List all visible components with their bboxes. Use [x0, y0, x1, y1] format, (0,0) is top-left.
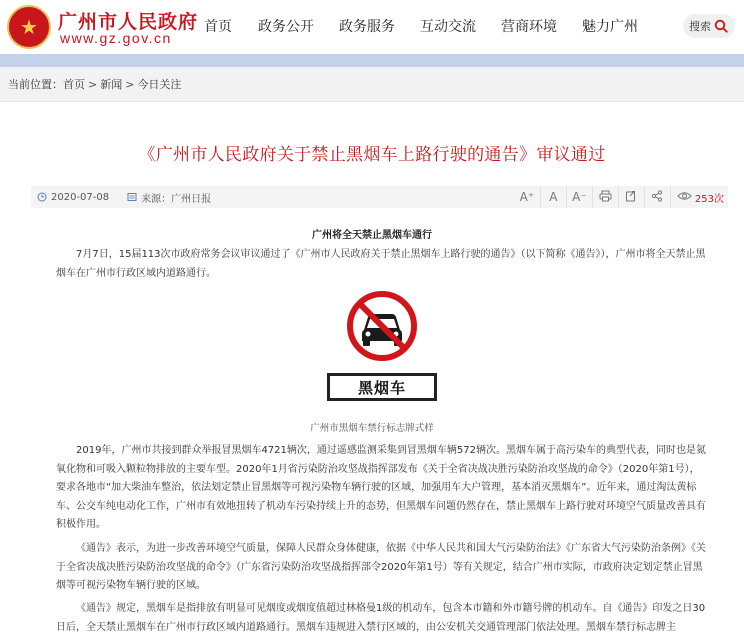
site-url[interactable]: www.gz.gov.cn [60, 30, 172, 46]
eye-icon [677, 191, 692, 204]
share-button[interactable] [644, 186, 670, 208]
breadcrumb-separator: > [125, 77, 135, 91]
font-decrease-button[interactable]: A⁻ [566, 186, 592, 208]
font-normal-button[interactable]: A [540, 186, 566, 208]
print-icon [599, 190, 612, 205]
nav-item-home[interactable]: 首页 [204, 19, 232, 35]
sign-label: 黑烟车 [327, 373, 437, 401]
breadcrumb-prefix: 当前位置： [8, 78, 63, 91]
header-band [0, 54, 744, 67]
font-increase-button[interactable]: A⁺ [519, 190, 535, 204]
site-header [0, 0, 744, 54]
breadcrumb-item-home[interactable]: 首页 [63, 78, 85, 91]
image-caption: 广州市黑烟车禁行标志牌式样 [310, 423, 434, 434]
source-name: 广州日报 [171, 193, 212, 205]
breadcrumb-item-news[interactable]: 新闻 [100, 78, 123, 91]
nav-item-charm[interactable]: 魅力广州 [582, 19, 638, 35]
star-icon: ★ [20, 15, 38, 39]
main-nav [204, 16, 652, 36]
breadcrumb-item-today[interactable]: 今日关注 [137, 78, 182, 91]
article-tools [514, 186, 728, 208]
article-date [37, 192, 109, 203]
source-icon [127, 192, 137, 202]
article-source [127, 190, 211, 205]
article-paragraph: 《通告》表示，为进一步改善环境空气质量，保障人民群众身体健康，依据《中华人民共和国大气污染防治法》《广东省大气污染防治条例》《关于全省决战决胜污染防治攻坚战的命令》（广东省污染防治攻坚战指挥部令2020年第1号）等有关规定，结合广州市实际，市政府决定划定禁止冒黑烟等可视污染物车辆行驶的区域。 [56, 543, 706, 591]
print-button[interactable] [592, 186, 618, 208]
nav-item-services[interactable]: 政务服务 [339, 19, 395, 35]
breadcrumb-separator: > [88, 77, 98, 91]
copy-icon [625, 190, 637, 205]
nav-item-interaction[interactable]: 互动交流 [420, 19, 476, 35]
emblem-icon[interactable] [7, 5, 51, 49]
view-count-text: 253次 [694, 193, 724, 205]
view-count [670, 186, 728, 208]
clock-icon [37, 192, 47, 202]
search-label: 搜索 [689, 20, 711, 33]
article-paragraph: 7月7日，15届113次市政府常务会议审议通过了《广州市人民政府关于禁止黑烟车上路行驶的通告》（以下简称《通告》），广州市将全天禁止黑烟车在广州市行政区域内道路通行。 [56, 249, 706, 279]
search-button[interactable] [683, 14, 735, 38]
no-vehicle-icon [326, 290, 438, 374]
copy-button[interactable] [618, 186, 644, 208]
article-paragraph: 《通告》规定，黑烟车是指排放有明显可见烟度或烟度值超过林格曼1级的机动车，包含本市籍和外市籍号牌的机动车。自《通告》印发之日30日后，全天禁止黑烟车在广州市行政区域内道路通行。黑烟车违规进入禁行区域的，由公安机关交通管理部门依法处理。黑烟车禁行标志牌主 [56, 603, 706, 633]
article-date-text: 2020-07-08 [51, 191, 110, 203]
search-icon [714, 19, 728, 33]
article-subtitle: 广州将全天禁止黑烟车通行 [312, 230, 432, 241]
nav-item-government-affairs[interactable]: 政务公开 [258, 19, 314, 35]
article-meta-bar [31, 186, 728, 208]
divider [0, 101, 744, 102]
article-paragraph: 2019年，广州市共接到群众举报冒黑烟车4721辆次，通过遥感监测采集到冒黑烟车辆572辆次。黑烟车属于高污染车的典型代表，同时也是氮氧化物和可吸入颗粒物排放的主要车型。2020年1月省污染防治攻坚战指挥部发布《关于全省决战决胜污染防治攻坚战的命令》（2020年第1号），要求各地市“加大柴油车整治，依法划定禁止冒黑烟等可视污染物车辆行驶的区域，加强用车大户管理，基本消灭黑烟车”。近年来，通过淘汰黄标车、公交车纯电动化工作，广州市有效地扭转了机动车污染持续上升的态势，但黑烟车问题仍然存在，禁止黑烟车上路行驶对环境空气质量改善具有积极作用。 [56, 445, 706, 530]
article-title: 《广州市人民政府关于禁止黑烟车上路行驶的通告》审议通过 [138, 145, 606, 165]
nav-item-business[interactable]: 营商环境 [501, 19, 557, 35]
source-label: 来源： [141, 193, 172, 205]
site-title[interactable]: 广州市人民政府 [58, 11, 199, 33]
share-icon [651, 190, 663, 205]
breadcrumb [0, 67, 744, 101]
